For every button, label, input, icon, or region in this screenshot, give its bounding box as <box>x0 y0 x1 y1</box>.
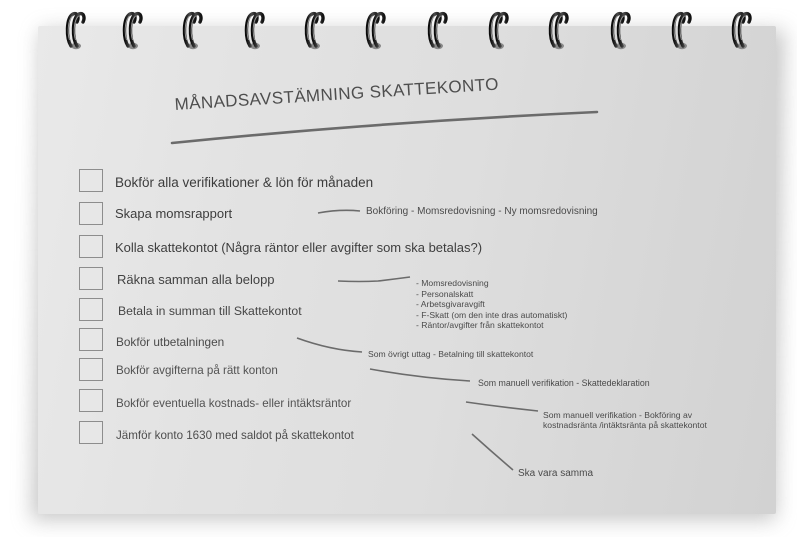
page-title: MÅNADSAVSTÄMNING SKATTEKONTO <box>174 74 500 114</box>
spiral-ring <box>673 14 689 50</box>
spiral-ring <box>550 14 566 50</box>
item-label-4: Räkna samman alla belopp <box>117 272 275 287</box>
item-label-8: Bokför eventuella kostnads- eller intäktsräntor <box>116 397 352 410</box>
item-label-2: Skapa momsrapport <box>115 206 233 221</box>
spiral-binding <box>0 0 797 70</box>
item-label-6: Bokför utbetalningen <box>116 335 225 349</box>
spiral-ring <box>124 14 140 50</box>
spiral-ring <box>733 14 749 50</box>
spiral-ring <box>184 14 200 50</box>
item-label-3: Kolla skattekontot (Några räntor eller avgifter som ska betalas?) <box>115 240 483 255</box>
note-belopp-list <box>416 278 567 331</box>
spiral-ring <box>67 14 83 50</box>
spiral-ring <box>490 14 506 50</box>
note-belopp-item: - Momsredovisning <box>416 278 489 288</box>
checkbox-2[interactable] <box>79 202 103 225</box>
checkbox-4[interactable] <box>79 267 103 290</box>
note-jamfor: Ska vara samma <box>518 468 594 479</box>
note-avgifter: Som manuell verifikation - Skattedeklaration <box>478 378 650 388</box>
note-rantor-line1: Som manuell verifikation - Bokföring av <box>543 410 693 420</box>
checkbox-9[interactable] <box>79 421 103 444</box>
note-belopp-item: - Arbetsgivaravgift <box>416 299 485 310</box>
checkbox-1[interactable] <box>79 169 103 192</box>
item-label-5: Betala in summan till Skattekontot <box>118 304 302 318</box>
checkbox-8[interactable] <box>79 389 103 412</box>
checkbox-5[interactable] <box>79 298 103 321</box>
spiral-ring <box>367 14 383 50</box>
spiral-ring <box>612 14 628 50</box>
spiral-ring <box>429 14 445 50</box>
checkbox-3[interactable] <box>79 235 103 258</box>
note-rantor-line2: kostnadsränta /intäktsränta på skattekontot <box>543 420 707 430</box>
checkbox-6[interactable] <box>79 328 103 351</box>
note-belopp-item: - Personalskatt <box>416 288 474 299</box>
item-label-9: Jämför konto 1630 med saldot på skattekontot <box>116 429 354 442</box>
note-utbetalning: Som övrigt uttag - Betalning till skattekontot <box>368 349 534 359</box>
note-belopp-item: - Räntor/avgifter från skattekontot <box>416 320 544 331</box>
spiral-ring <box>246 14 262 50</box>
note-belopp-item: - F-Skatt (om den inte dras automatiskt) <box>416 309 568 320</box>
note-momsrapport: Bokföring - Momsredovisning - Ny momsredovisning <box>366 206 598 217</box>
spiral-ring <box>306 14 322 50</box>
item-label-7: Bokför avgifterna på rätt konton <box>116 364 278 377</box>
item-label-1: Bokför alla verifikationer & lön för månaden <box>115 175 374 190</box>
checkbox-7[interactable] <box>79 358 103 381</box>
